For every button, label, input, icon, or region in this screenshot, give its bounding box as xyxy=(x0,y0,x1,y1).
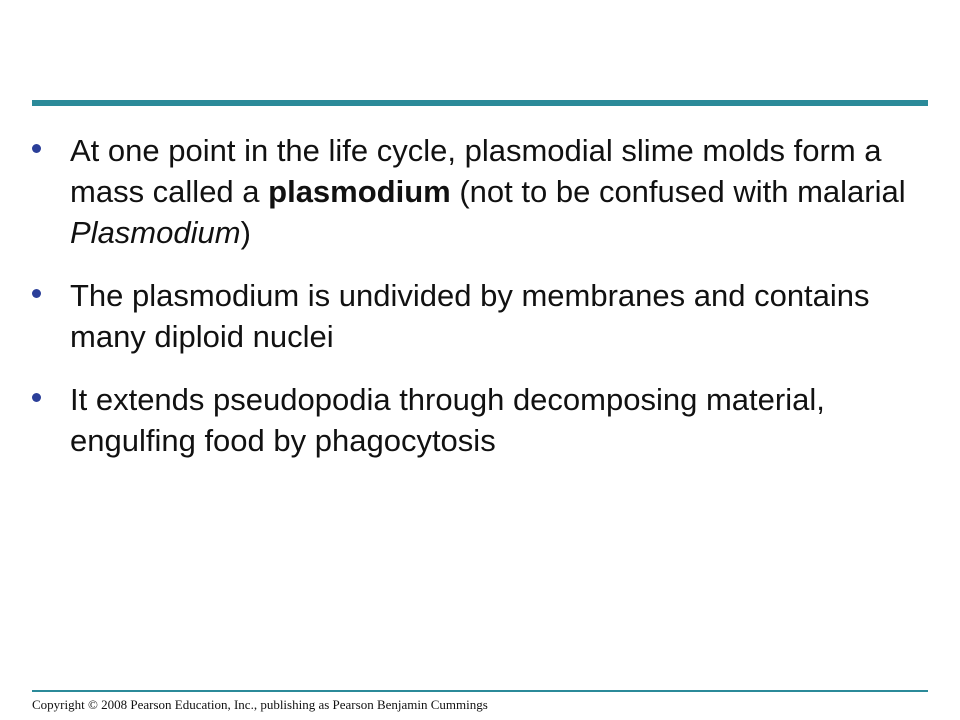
copyright-footer: Copyright © 2008 Pearson Education, Inc., publishing as Pearson Benjamin Cummings xyxy=(32,697,488,712)
bullet-text: The plasmodium is undivided by membranes and contains many diploid nuclei xyxy=(70,278,870,354)
bullet-dot-icon xyxy=(32,289,41,298)
bullet-list xyxy=(32,130,912,483)
bullet-text: It extends pseudopodia through decomposing material, engulfing food by phagocytosis xyxy=(70,382,825,458)
italic-term: Plasmodium xyxy=(70,215,241,250)
bullet-item xyxy=(32,130,912,253)
bullet-text: At one point in the life cycle, plasmodial slime molds form a mass called a plasmodium (not to be confused with malarial Plasmodium) xyxy=(70,133,906,250)
bottom-divider xyxy=(32,690,928,692)
bold-term: plasmodium xyxy=(268,174,451,209)
bullet-item xyxy=(32,379,912,461)
bullet-dot-icon xyxy=(32,144,41,153)
bullet-item xyxy=(32,275,912,357)
bullet-dot-icon xyxy=(32,393,41,402)
top-divider xyxy=(32,100,928,106)
